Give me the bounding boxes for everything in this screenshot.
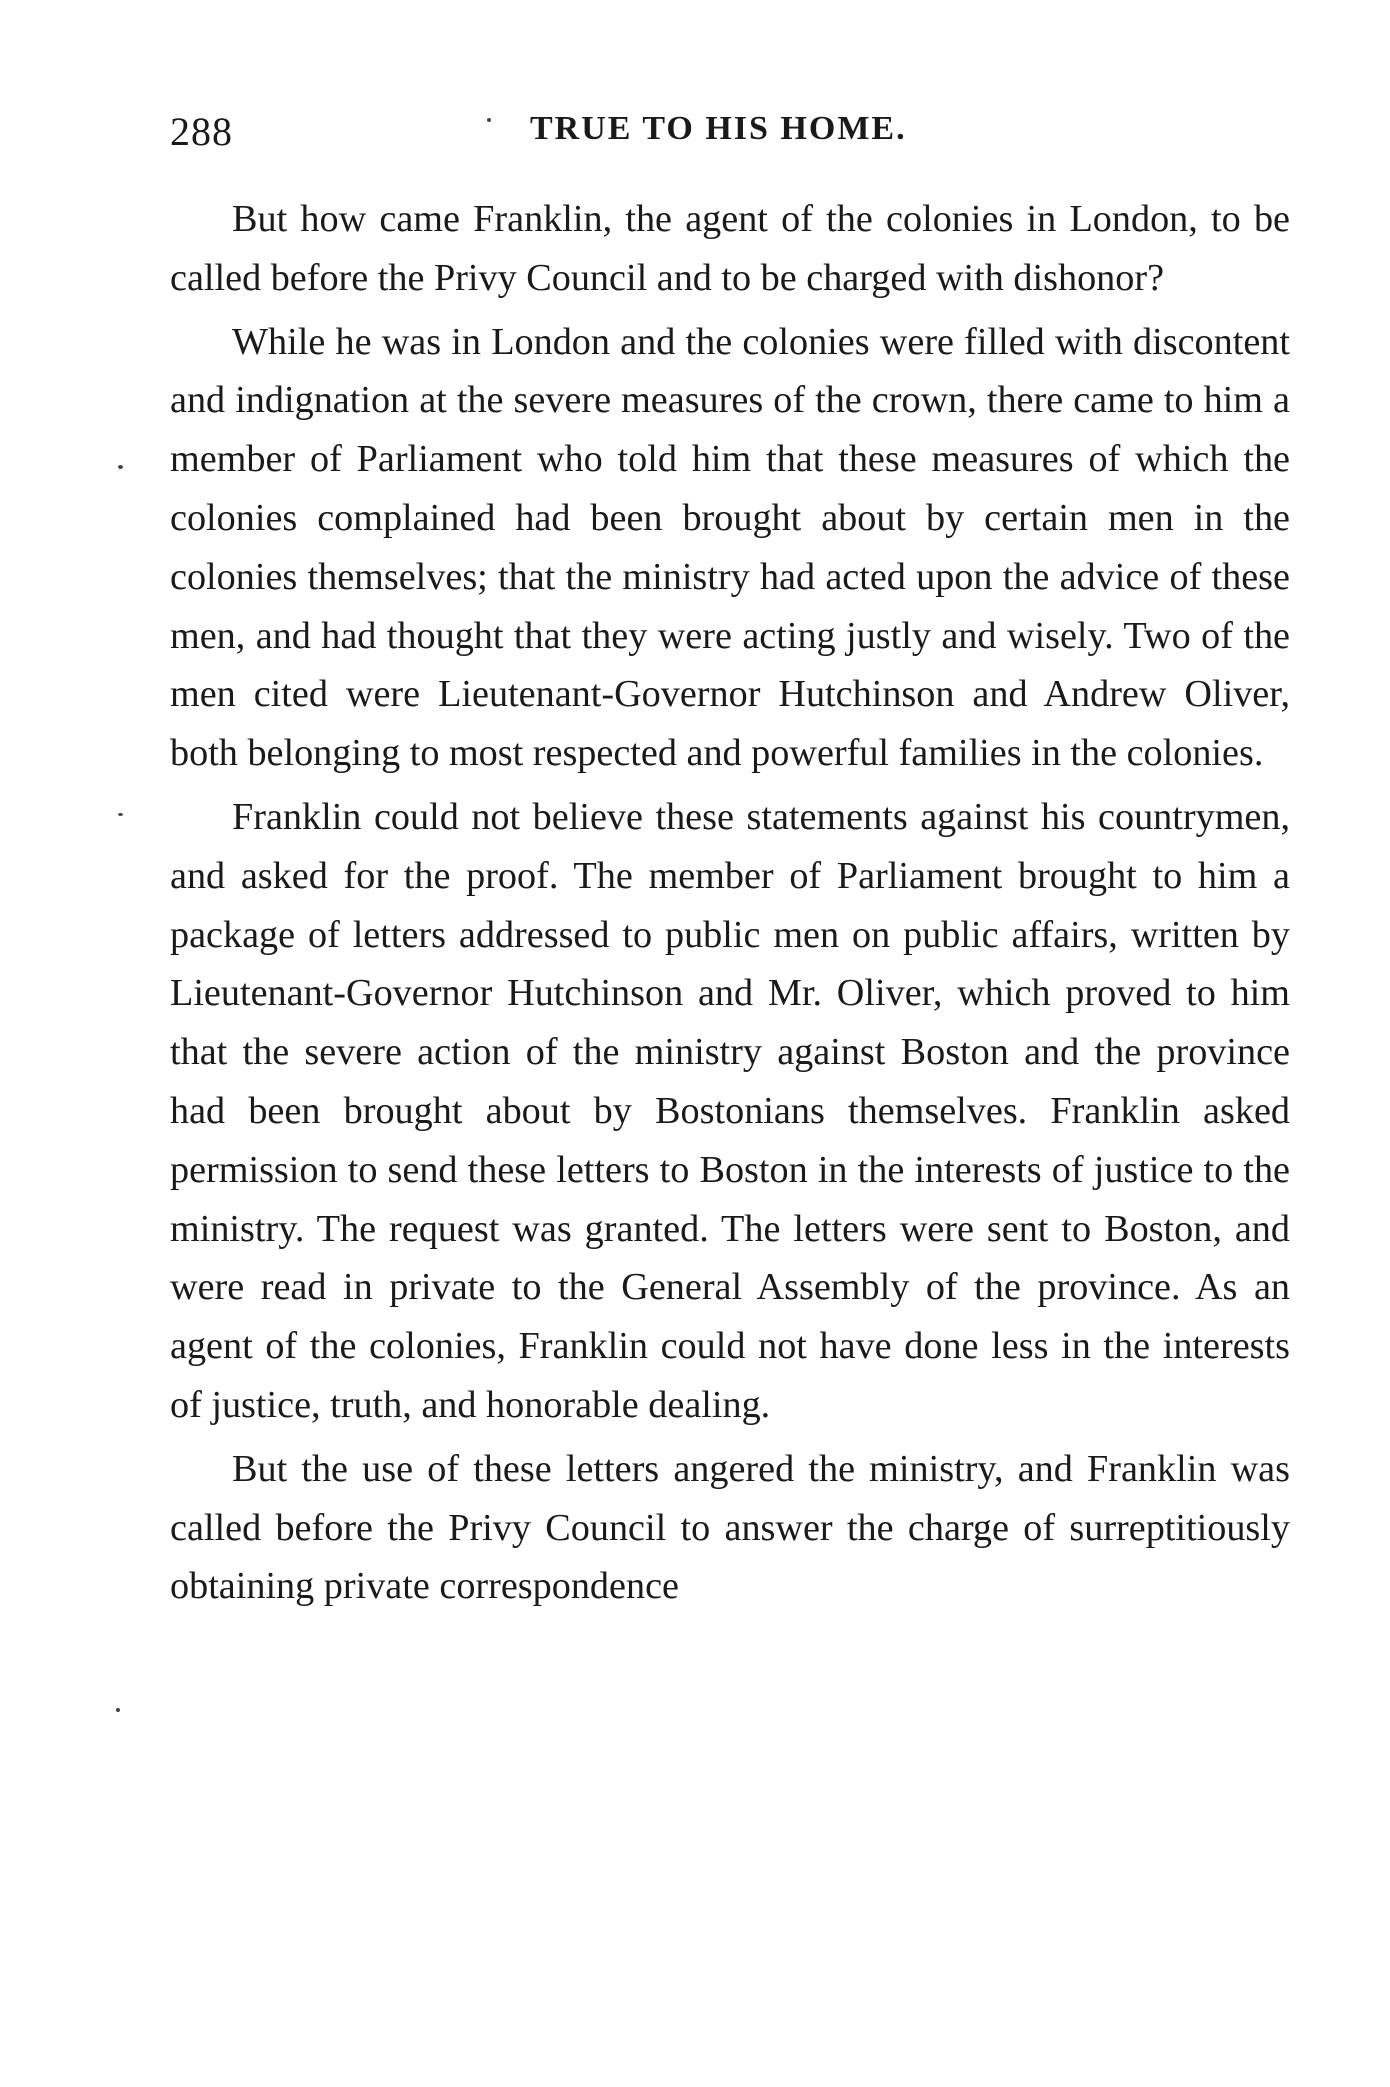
paragraph-4: But the use of these letters angered the ministry, and Franklin was called before the Privy Council to answer the charge of surreptitiously obtaining private correspondence (170, 1447, 1290, 1608)
scan-speck (118, 465, 123, 469)
running-head (170, 108, 1290, 158)
paragraph-3: Franklin could not believe these statements against his countrymen, and asked for the proof. The member of Parliament brought to him a package of letters addressed to public men on public affairs, written by Lieutenant-Governor Hutchinson and Mr. Oliver, which proved to him that the severe action of the ministry against Boston and the province had been brought about by Bostonians themselves. Franklin asked permission to send these letters to Boston in the interests of justice to the ministry. The request was granted. The letters were sent to Boston, and were read in private to the General Assembly of the province. As an agent of the colonies, Franklin could not have done less in the interests of justice, truth, and honorable dealing. (170, 795, 1290, 1426)
scan-speck (487, 118, 491, 122)
body-text (170, 190, 1290, 1621)
running-title: TRUE TO HIS HOME. (530, 110, 907, 147)
paragraph-1: But how came Franklin, the agent of the colonies in London, to be called before the Privy Council and to be charged with dishonor? (170, 198, 1290, 299)
scan-speck (118, 813, 123, 816)
scan-speck (116, 1708, 120, 1712)
page-number: 288 (170, 109, 233, 154)
paragraph-2: While he was in London and the colonies were filled with discontent and indignation at the severe measures of the crown, there came to him a member of Parliament who told him that these measures of which the colonies complained had been brought about by certain men in the colonies themselves; that the ministry had acted upon the advice of these men, and had thought that they were acting justly and wisely. Two of the men cited were Lieutenant-Governor Hutchinson and Andrew Oliver, both belonging to most respected and powerful families in the colonies. (170, 320, 1290, 775)
